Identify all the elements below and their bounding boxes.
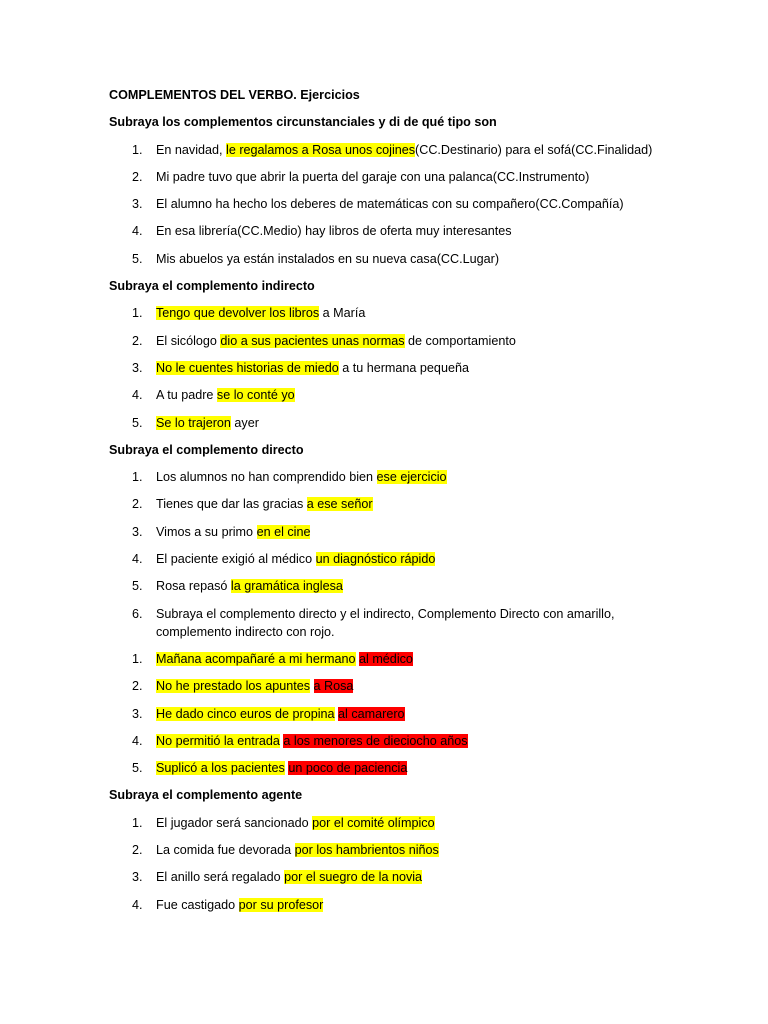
list-item-number: 2. bbox=[132, 169, 143, 184]
list-item bbox=[109, 677, 728, 695]
list-item-text bbox=[156, 816, 435, 830]
text-segment: Mi padre tuvo que abrir la puerta del garaje con una palanca(CC.Instrumento) bbox=[156, 169, 590, 184]
list-item-number: 3. bbox=[132, 706, 143, 721]
list-item-text bbox=[156, 843, 439, 857]
highlight-red: a Rosa bbox=[313, 679, 354, 694]
list-item bbox=[109, 332, 728, 350]
highlight-red: un poco de paciencia bbox=[288, 761, 408, 776]
highlight-yellow: Tengo que devolver los libros bbox=[156, 306, 320, 321]
text-segment: Subraya el complemento directo y el indirecto, Complemento Directo con amarillo, complemento indirecto con rojo. bbox=[156, 606, 615, 639]
highlight-red: al médico bbox=[359, 651, 413, 666]
list-item-text bbox=[156, 470, 447, 484]
list-item-number: 1. bbox=[132, 470, 143, 485]
list-item-number: 5. bbox=[132, 251, 143, 266]
list-item-text bbox=[156, 652, 413, 666]
list-item-number: 3. bbox=[132, 360, 143, 375]
list-item bbox=[109, 250, 728, 268]
list-item-number: 1. bbox=[132, 306, 143, 321]
list-item-text bbox=[156, 224, 512, 238]
list-item-number: 6. bbox=[132, 606, 143, 621]
highlight-yellow: por el suegro de la novia bbox=[284, 870, 423, 885]
list-item bbox=[109, 414, 728, 432]
list-item-text bbox=[156, 607, 614, 639]
list-item-text bbox=[156, 552, 435, 566]
list-item bbox=[109, 841, 728, 859]
exercise-list bbox=[109, 468, 728, 640]
highlight-yellow: He dado cinco euros de propina bbox=[156, 706, 335, 721]
list-item-text bbox=[156, 761, 407, 775]
list-item-number: 5. bbox=[132, 579, 143, 594]
text-segment: ayer bbox=[230, 415, 259, 430]
list-item bbox=[109, 168, 728, 186]
highlight-yellow: por el comité olímpico bbox=[312, 815, 435, 830]
section-heading: Subraya el complemento indirecto bbox=[109, 279, 315, 294]
list-item-text bbox=[156, 870, 422, 884]
list-item-text bbox=[156, 679, 353, 693]
list-item-text bbox=[156, 361, 469, 375]
list-item-text bbox=[156, 388, 295, 402]
list-item-number: 4. bbox=[132, 552, 143, 567]
list-item-text bbox=[156, 197, 624, 211]
highlight-yellow: en el cine bbox=[256, 524, 311, 539]
highlight-yellow: Suplicó a los pacientes bbox=[156, 761, 285, 776]
list-item bbox=[109, 468, 728, 486]
list-item-text bbox=[156, 170, 589, 184]
section-heading: Subraya los complementos circunstanciales y di de qué tipo son bbox=[109, 115, 497, 130]
list-item bbox=[109, 705, 728, 723]
text-segment: La comida fue devorada bbox=[156, 843, 295, 858]
list-item-number: 2. bbox=[132, 843, 143, 858]
text-segment: El jugador será sancionado bbox=[156, 815, 313, 830]
highlight-yellow: se lo conté yo bbox=[216, 388, 295, 403]
highlight-yellow: por su profesor bbox=[238, 897, 324, 912]
list-item-number: 2. bbox=[132, 679, 143, 694]
list-item-number: 5. bbox=[132, 415, 143, 430]
list-item bbox=[109, 386, 728, 404]
list-item-text bbox=[156, 334, 516, 348]
list-item bbox=[109, 605, 666, 641]
list-item-text bbox=[156, 525, 310, 539]
list-item-number: 1. bbox=[132, 142, 143, 157]
list-item-text bbox=[156, 579, 343, 593]
text-segment: a María bbox=[319, 306, 366, 321]
text-segment: El sicólogo bbox=[156, 333, 221, 348]
list-item-number: 4. bbox=[132, 224, 143, 239]
exercise-list bbox=[109, 304, 728, 431]
text-segment: El paciente exigió al médico bbox=[156, 552, 316, 567]
list-item bbox=[109, 550, 728, 568]
list-item-text bbox=[156, 252, 499, 266]
list-item-text bbox=[156, 497, 373, 511]
text-segment: Tienes que dar las gracias bbox=[156, 497, 307, 512]
text-segment: A tu padre bbox=[156, 388, 217, 403]
list-item bbox=[109, 896, 728, 914]
highlight-yellow: le regalamos a Rosa unos cojines bbox=[226, 142, 416, 157]
highlight-yellow: dio a sus pacientes unas normas bbox=[220, 333, 405, 348]
list-item-number: 1. bbox=[132, 815, 143, 830]
list-item-number: 2. bbox=[132, 333, 143, 348]
highlight-yellow: No le cuentes historias de miedo bbox=[156, 360, 339, 375]
text-segment: El alumno ha hecho los deberes de matemáticas con su compañero(CC.Compañía) bbox=[156, 197, 624, 212]
highlight-yellow: Mañana acompañaré a mi hermano bbox=[156, 651, 356, 666]
list-item bbox=[109, 359, 728, 377]
highlight-red: al camarero bbox=[338, 706, 405, 721]
list-item-text bbox=[156, 416, 259, 430]
highlight-yellow: No permitió la entrada bbox=[156, 733, 280, 748]
text-segment: Rosa repasó bbox=[156, 579, 231, 594]
list-item-text bbox=[156, 707, 405, 721]
exercise-sections bbox=[109, 113, 728, 913]
highlight-yellow: No he prestado los apuntes bbox=[156, 679, 311, 694]
list-item-number: 4. bbox=[132, 897, 143, 912]
highlight-yellow: ese ejercicio bbox=[376, 470, 447, 485]
document-title: COMPLEMENTOS DEL VERBO. Ejercicios bbox=[109, 88, 360, 102]
list-item bbox=[109, 304, 728, 322]
text-segment: Mis abuelos ya están instalados en su nueva casa(CC.Lugar) bbox=[156, 251, 500, 266]
highlight-red: a los menores de dieciocho años bbox=[283, 733, 468, 748]
exercise-list bbox=[109, 141, 728, 268]
list-item-number: 5. bbox=[132, 761, 143, 776]
list-item-text bbox=[156, 898, 323, 912]
text-segment: Fue castigado bbox=[156, 897, 239, 912]
list-item bbox=[109, 814, 728, 832]
list-item bbox=[109, 222, 728, 240]
list-item bbox=[109, 195, 728, 213]
list-item-number: 3. bbox=[132, 197, 143, 212]
list-item bbox=[109, 650, 728, 668]
list-item-number: 4. bbox=[132, 388, 143, 403]
text-segment: El anillo será regalado bbox=[156, 870, 285, 885]
text-segment: Los alumnos no han comprendido bien bbox=[156, 470, 377, 485]
text-segment: a tu hermana pequeña bbox=[338, 360, 469, 375]
list-item bbox=[109, 732, 728, 750]
text-segment: de comportamiento bbox=[404, 333, 516, 348]
highlight-yellow: a ese señor bbox=[306, 497, 373, 512]
list-item bbox=[109, 523, 728, 541]
text-segment: Vimos a su primo bbox=[156, 524, 257, 539]
list-item-number: 3. bbox=[132, 524, 143, 539]
highlight-yellow: por los hambrientos niños bbox=[294, 843, 439, 858]
highlight-yellow: Se lo trajeron bbox=[156, 415, 231, 430]
section-heading: Subraya el complemento directo bbox=[109, 442, 304, 457]
list-item-number: 4. bbox=[132, 733, 143, 748]
list-item bbox=[109, 577, 728, 595]
highlight-yellow: un diagnóstico rápido bbox=[315, 552, 436, 567]
list-item-number: 3. bbox=[132, 870, 143, 885]
list-item-text bbox=[156, 306, 365, 320]
list-item-text bbox=[156, 734, 468, 748]
exercise-list bbox=[109, 650, 728, 777]
list-item-number: 1. bbox=[132, 651, 143, 666]
list-item bbox=[109, 495, 728, 513]
highlight-yellow: la gramática inglesa bbox=[230, 579, 343, 594]
list-item bbox=[109, 759, 728, 777]
section-heading: Subraya el complemento agente bbox=[109, 788, 303, 803]
text-segment: (CC.Destinario) para el sofá(CC.Finalidad) bbox=[415, 142, 653, 157]
list-item-number: 2. bbox=[132, 497, 143, 512]
text-segment: En esa librería(CC.Medio) hay libros de oferta muy interesantes bbox=[156, 224, 512, 239]
list-item bbox=[109, 141, 728, 159]
exercise-list bbox=[109, 814, 728, 914]
list-item-text bbox=[156, 143, 652, 157]
text-segment bbox=[310, 679, 314, 693]
list-item bbox=[109, 868, 728, 886]
text-segment: En navidad, bbox=[156, 142, 227, 157]
